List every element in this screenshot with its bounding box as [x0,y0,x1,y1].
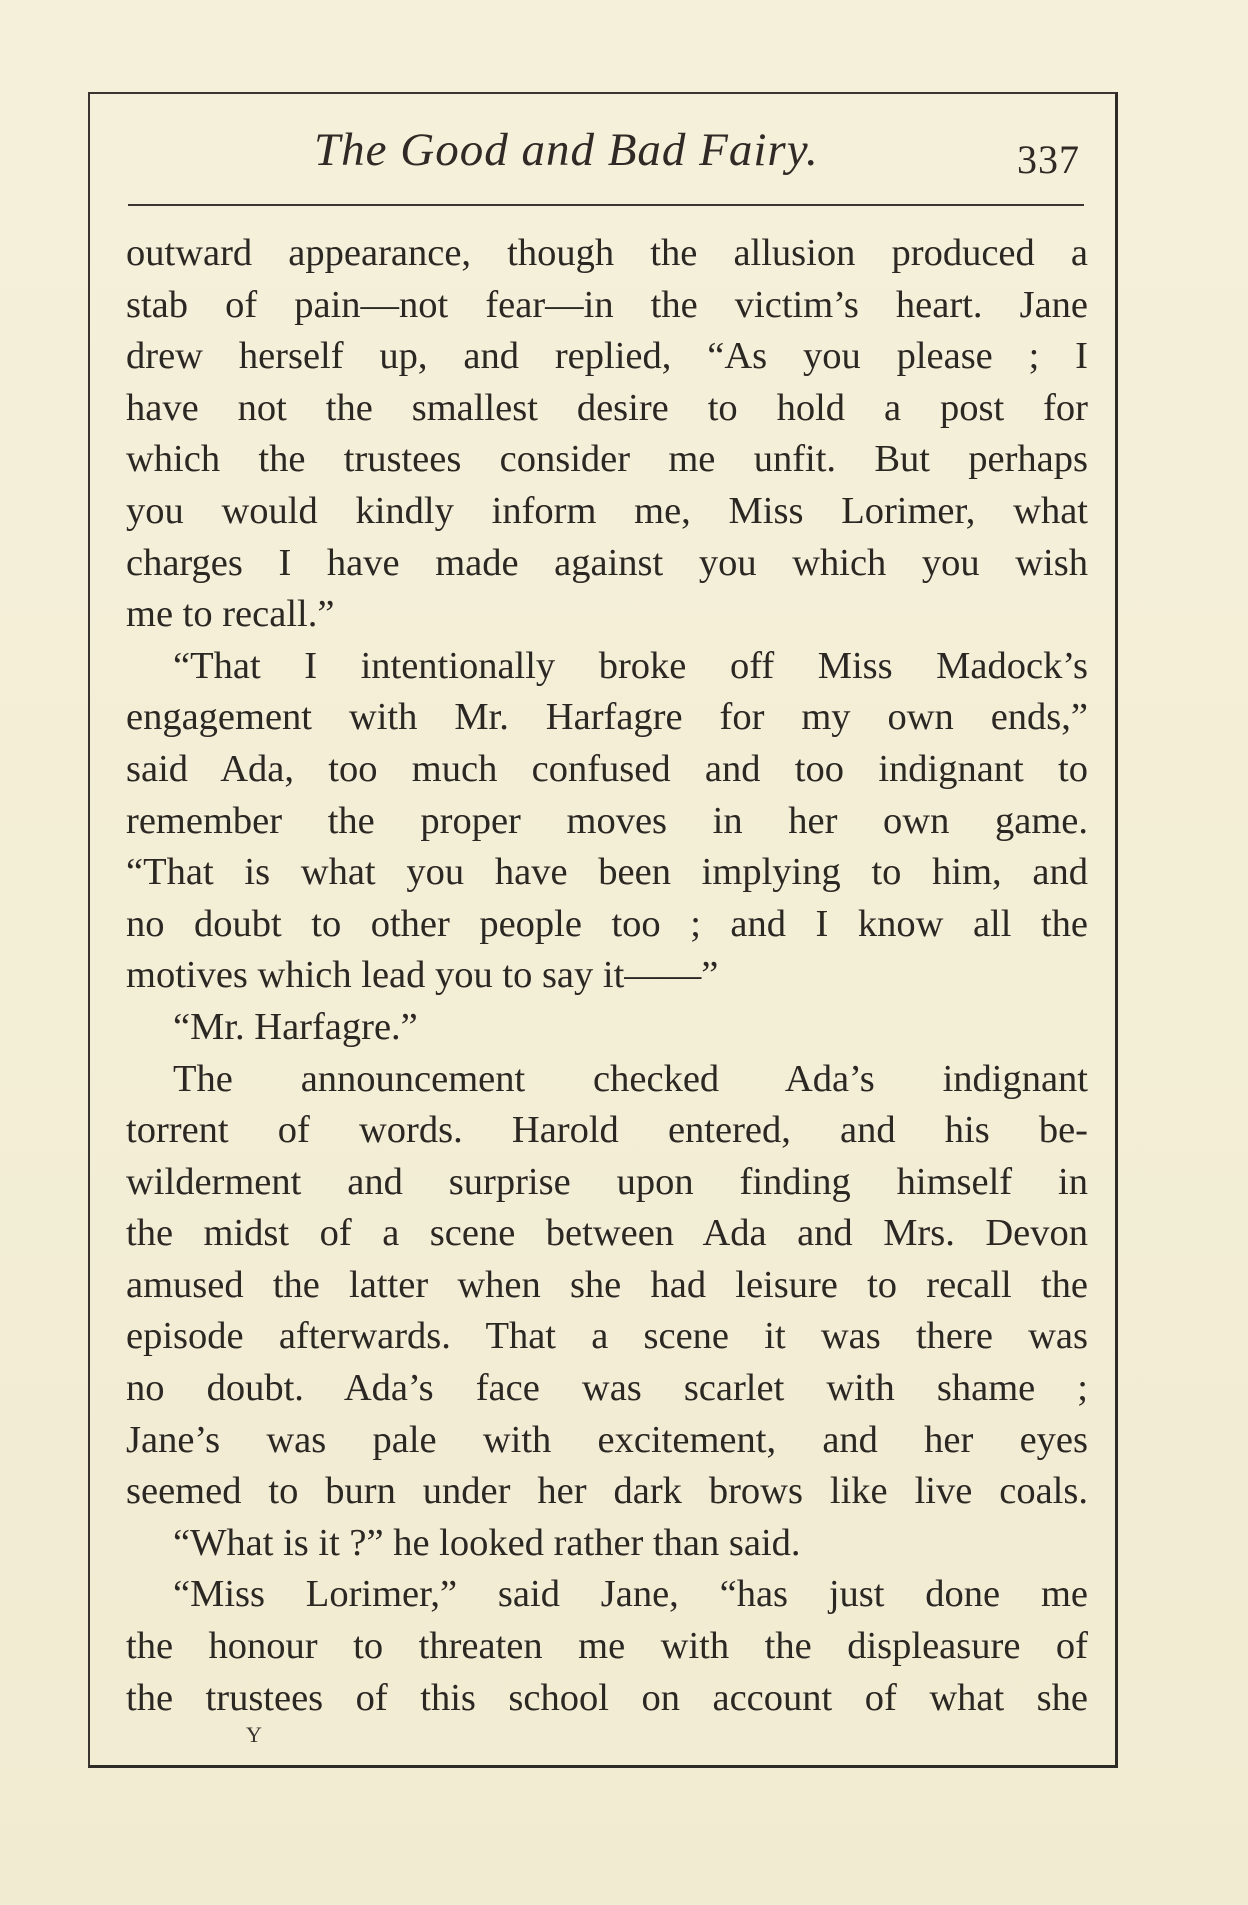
text-line: “Mr. Harfagre.” [173,1005,418,1048]
running-head [124,118,1084,198]
text-line: me to recall.” [126,593,335,636]
text-line: Jane’s was pale with excitement, and her eyes [126,1418,1088,1461]
body-text [126,228,1088,1724]
text-line: charges I have made against you which you wish [126,541,1088,584]
signature-mark: Y [246,1722,263,1747]
text-line: “That is what you have been implying to him, and [126,851,1088,894]
text-line: “Miss Lorimer,” said Jane, “has just done me [173,1573,1088,1616]
text-line: the honour to threaten me with the displeasure of [126,1625,1088,1668]
text-line: The announcement checked Ada’s indignant [173,1057,1088,1100]
text-line: “What is it ?” he looked rather than said. [173,1521,801,1564]
text-line: have not the smallest desire to hold a post for [126,386,1088,429]
text-line: seemed to burn under her dark brows like live coals. [126,1470,1088,1513]
text-line: motives which lead you to say it——” [126,954,719,997]
running-title: The Good and Bad Fairy. [314,124,819,176]
text-line: wilderment and surprise upon finding himself in [126,1160,1088,1203]
text-line: episode afterwards. That a scene it was there was [126,1315,1088,1358]
header-rule [128,204,1084,206]
text-line: the midst of a scene between Ada and Mrs. Devon [126,1212,1088,1255]
text-line: which the trustees consider me unfit. But perhaps [126,438,1088,481]
text-line: drew herself up, and replied, “As you please ; I [126,335,1088,378]
text-line: stab of pain—not fear—in the victim’s heart. Jane [126,283,1088,326]
text-line: outward appearance, though the allusion produced a [126,232,1088,274]
page-number: 337 [1017,137,1080,182]
text-line: no doubt to other people too ; and I know all the [126,902,1088,945]
text-line: “That I intentionally broke off Miss Madock’s [173,644,1088,687]
text-line: torrent of words. Harold entered, and his be- [126,1109,1088,1152]
text-line: amused the latter when she had leisure to recall the [126,1263,1088,1306]
text-line: you would kindly inform me, Miss Lorimer, what [126,489,1088,532]
text-line: the trustees of this school on account of what she [126,1676,1088,1719]
text-line: engagement with Mr. Harfagre for my own ends,” [126,696,1088,739]
text-line: said Ada, too much confused and too indignant to [126,747,1088,790]
text-line: remember the proper moves in her own game. [126,799,1088,842]
text-line: no doubt. Ada’s face was scarlet with shame ; [126,1367,1088,1410]
